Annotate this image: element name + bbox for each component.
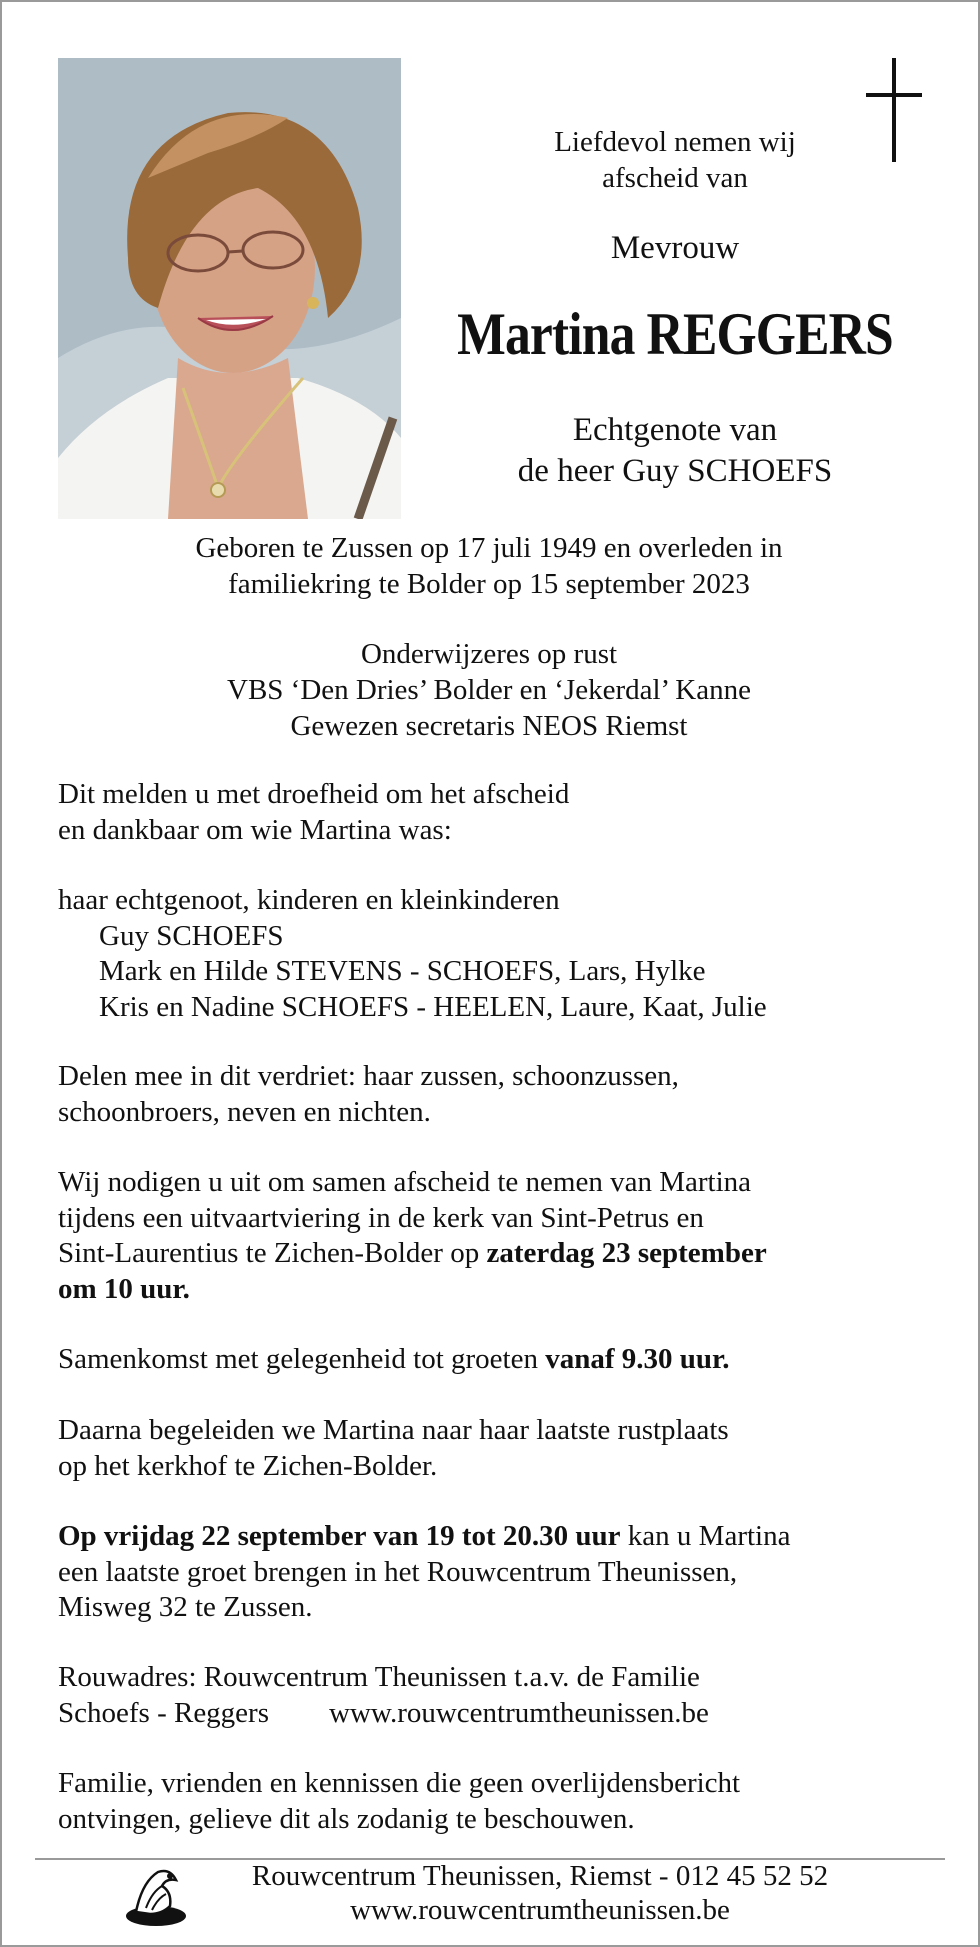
career-text (58, 636, 920, 744)
funeral-home-logo-icon (122, 1862, 190, 1930)
burial-paragraph (58, 1413, 938, 1484)
spouse-line-1: Echtgenote van (572, 412, 778, 448)
birth-line-1: Geboren te Zussen op 17 juli 1949 en overleden in (195, 532, 783, 564)
deceased-name: Martina REGGERS (457, 301, 893, 367)
family-member: Mark en Hilde STEVENS - SCHOEFS, Lars, Hylke (99, 955, 706, 987)
visitation-time: Op vrijdag 22 september van 19 tot 20.30 uur (58, 1520, 621, 1552)
address-paragraph (58, 1660, 938, 1731)
portrait-illustration (58, 58, 401, 519)
visitation-line-3: Misweg 32 te Zussen. (58, 1591, 313, 1623)
intro-text (410, 124, 940, 196)
address-line-2 (58, 1696, 938, 1732)
family-member: Guy SCHOEFS (99, 919, 284, 952)
gathering-text: Samenkomst met gelegenheid tot groeten (58, 1343, 546, 1375)
sharing-paragraph (58, 1059, 938, 1130)
footer-url-link[interactable]: www.rouwcentrumtheunissen.be (350, 1894, 730, 1926)
funeral-line-4 (58, 1272, 938, 1308)
visitation-suffix: kan u Martina (620, 1520, 791, 1552)
birth-death-text (58, 530, 920, 602)
career-line-1: Onderwijzeres op rust (360, 638, 618, 670)
funeral-line-3-text: Sint-Laurentius te Zichen-Bolder op (58, 1237, 487, 1269)
spouse-text (410, 410, 940, 492)
portrait-photo (58, 58, 401, 519)
sharing-line-1: Delen mee in dit verdriet: haar zussen, schoonzussen, (58, 1060, 679, 1092)
address-url-link[interactable]: www.rouwcentrumtheunissen.be (329, 1696, 709, 1729)
sharing-line-2: schoonbroers, neven en nichten. (58, 1095, 431, 1128)
intro-line-2: afscheid van (602, 162, 748, 194)
family-paragraph (58, 883, 938, 1025)
footer-line-1: Rouwcentrum Theunissen, Riemst - 012 45 52 52 (251, 1860, 829, 1892)
announcement-line-1: Dit melden u met droefheid om het afscheid (58, 778, 570, 810)
footer-contact (190, 1859, 890, 1927)
career-line-2: VBS ‘Den Dries’ Bolder en ‘Jekerdal’ Kanne (227, 674, 751, 706)
family-member: Kris en Nadine SCHOEFS - HEELEN, Laure, Kaat, Julie (99, 990, 767, 1023)
closing-line-1: Familie, vrienden en kennissen die geen overlijdensbericht (58, 1767, 741, 1799)
birth-line-2: familiekring te Bolder op 15 september 2023 (228, 568, 750, 600)
announcement-line-2: en dankbaar om wie Martina was: (58, 813, 452, 846)
burial-line-1: Daarna begeleiden we Martina naar haar laatste rustplaats (58, 1414, 729, 1446)
salutation: Mevrouw (610, 230, 740, 266)
funeral-line-2: tijdens een uitvaartviering in de kerk van Sint-Petrus en (58, 1201, 704, 1234)
closing-paragraph (58, 1766, 938, 1837)
visitation-line-1 (58, 1519, 938, 1555)
visitation-paragraph (58, 1519, 938, 1626)
career-line-3: Gewezen secretaris NEOS Riemst (290, 710, 688, 742)
gathering-paragraph (58, 1342, 938, 1378)
address-line-1: Rouwadres: Rouwcentrum Theunissen t.a.v. de Familie (58, 1661, 700, 1693)
address-family-name: Schoefs - Reggers (58, 1696, 270, 1729)
funeral-paragraph (58, 1165, 938, 1307)
funeral-time: om 10 uur. (58, 1272, 190, 1305)
visitation-line-2: een laatste groet brengen in het Rouwcentrum Theunissen, (58, 1555, 738, 1588)
funeral-line-1: Wij nodigen u uit om samen afscheid te nemen van Martina (58, 1166, 752, 1198)
gathering-time: vanaf 9.30 uur. (545, 1343, 730, 1375)
funeral-date: zaterdag 23 september (486, 1237, 767, 1269)
spouse-line-2: de heer Guy SCHOEFS (517, 453, 833, 489)
burial-line-2: op het kerkhof te Zichen-Bolder. (58, 1449, 438, 1482)
funeral-line-3 (58, 1236, 938, 1272)
intro-line-1: Liefdevol nemen wij (554, 126, 796, 158)
announcement-paragraph (58, 777, 938, 848)
closing-line-2: ontvingen, gelieve dit als zodanig te beschouwen. (58, 1802, 635, 1835)
family-heading: haar echtgenoot, kinderen en kleinkinderen (58, 884, 560, 916)
